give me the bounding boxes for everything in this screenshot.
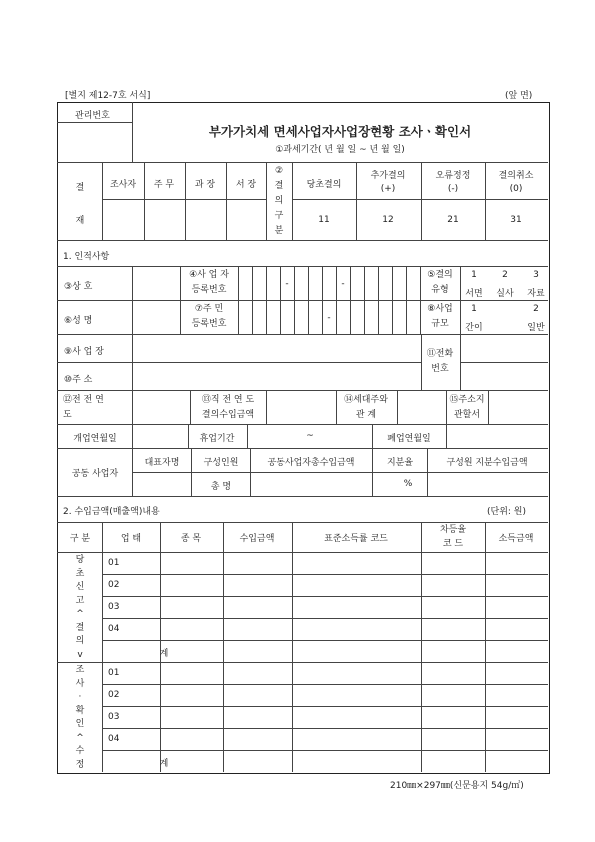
group-initial-label: 당 초 신 고 ^ 결 의 v: [75, 555, 85, 660]
member-share-income-label: 구성원 지분수입금액: [446, 458, 528, 468]
paper-spec: 210㎜×297㎜(신문용지 54g/㎡): [390, 781, 524, 791]
type-add-sub: (+): [380, 184, 396, 194]
approval-label-bottom: 재: [75, 216, 85, 226]
approver-manager: 과 장: [194, 180, 216, 190]
type-cancel: 결의취소: [498, 171, 534, 181]
page-side: (앞 면): [505, 91, 533, 101]
g2-row-01: 01: [108, 668, 120, 678]
biz-scale-simple: 간이: [465, 323, 483, 333]
type-cancel-code: 31: [510, 215, 522, 225]
type-correct-sub: (-): [447, 184, 459, 194]
decision-kind-num-2: 2: [502, 270, 508, 280]
bizreg-dash-1: -: [285, 279, 289, 289]
g1-row-02: 02: [108, 580, 120, 590]
mgmt-no-label: 관리번호: [75, 111, 110, 121]
decision-kind-num-3: 3: [533, 270, 539, 280]
g2-row-03: 03: [108, 712, 120, 722]
close-date-label: 폐업연월일: [387, 434, 431, 444]
type-cancel-sub: (0): [509, 184, 523, 194]
col-item: 종 목: [180, 534, 202, 544]
prev-income-label: ⑬직 전 연 도 결의수입금액: [201, 395, 255, 420]
approver-chief: 서 장: [235, 180, 257, 190]
tax-period: ①과세기간( 년 월 일 ~ 년 월 일): [275, 145, 405, 155]
decision-kind-inspect: 실사: [496, 289, 514, 299]
approval-label-top: 결: [75, 183, 85, 193]
g1-sum: 계: [159, 649, 169, 659]
col-income-amount: 소득금액: [498, 534, 534, 544]
resident-no-label: ⑦주 민 등록번호: [191, 304, 227, 329]
address-label: ⑩주 소: [64, 375, 93, 385]
biz-scale-num-2: 2: [533, 304, 539, 314]
g1-row-03: 03: [108, 602, 120, 612]
name-label: ⑥성 명: [64, 316, 93, 326]
resident-dash: -: [327, 313, 331, 323]
unit-label: (단위: 원): [487, 507, 526, 517]
section1-title: 1. 인적사항: [63, 252, 110, 262]
decision-kind-label: ⑤결의 유형: [427, 270, 453, 295]
biz-scale-general: 일반: [527, 323, 545, 333]
suspend-tilde: ~: [306, 431, 314, 441]
share-label: 지분율: [386, 458, 414, 468]
biz-scale-num-1: 1: [471, 304, 477, 314]
col-type: 구 분: [69, 534, 91, 544]
prev-year-label: ⑫전 전 연 도: [63, 395, 104, 420]
g2-row-02: 02: [108, 690, 120, 700]
household-label: ⑭세대주와 관 계: [344, 395, 388, 420]
decision-kind-written: 서면: [465, 289, 483, 299]
type-correct-code: 21: [447, 215, 459, 225]
bizreg-dash-2: -: [341, 279, 345, 289]
approver-investigator: 조사자: [109, 180, 137, 190]
g2-sum: 계: [159, 759, 169, 769]
open-date-label: 개업연월일: [73, 434, 117, 444]
col-std-code: 표준소득률 코드: [324, 534, 388, 544]
form-number: [별지 제12-7호 서식]: [65, 91, 151, 101]
bizreg-label: ④사 업 자 등록번호: [189, 270, 229, 295]
biz-scale-label: ⑧사업 규모: [427, 304, 453, 329]
type-initial-code: 11: [318, 215, 330, 225]
decision-kind-data: 자료: [527, 289, 545, 299]
g1-row-01: 01: [108, 558, 120, 568]
decision-kind-num-1: 1: [471, 270, 477, 280]
suspend-label: 휴업기간: [199, 434, 235, 444]
form-title: 부가가치세 면세사업자사업장현황 조사ㆍ확인서: [208, 124, 472, 139]
rep-name-label: 대표자명: [144, 458, 180, 468]
percent-sign: %: [403, 479, 413, 489]
approver-officer: 주 무: [153, 180, 175, 190]
col-biz: 업 태: [120, 534, 142, 544]
type-initial: 당초결의: [306, 180, 342, 190]
joint-income-label: 공동사업자총수입금액: [267, 458, 355, 468]
tax-office-label: ⑮주소지 관할서: [449, 395, 485, 420]
g1-row-04: 04: [108, 624, 120, 634]
g2-row-04: 04: [108, 734, 120, 744]
decision-type-label: ② 결 의 구 분: [274, 166, 284, 236]
members-label: 구성인원: [203, 458, 239, 468]
phone-label: ⑪전화 번호: [426, 349, 454, 374]
type-add: 추가결의: [370, 171, 406, 181]
section2-title: 2. 수입금액(매출액)내용: [63, 507, 160, 517]
joint-label: 공동 사업자: [71, 469, 119, 479]
col-diff-code: 차등율 코 드: [439, 525, 467, 549]
type-correct: 오류정정: [435, 171, 471, 181]
biz-place-label: ⑨사 업 장: [64, 347, 104, 357]
trade-name-label: ③상 호: [64, 282, 93, 292]
form-frame: [57, 102, 550, 774]
type-add-code: 12: [382, 215, 394, 225]
col-income: 수입금액: [239, 534, 275, 544]
total-members-label: 총 명: [210, 482, 232, 492]
group-confirm-label: 조 사 · 확 인 ^ 수 정: [75, 665, 85, 770]
